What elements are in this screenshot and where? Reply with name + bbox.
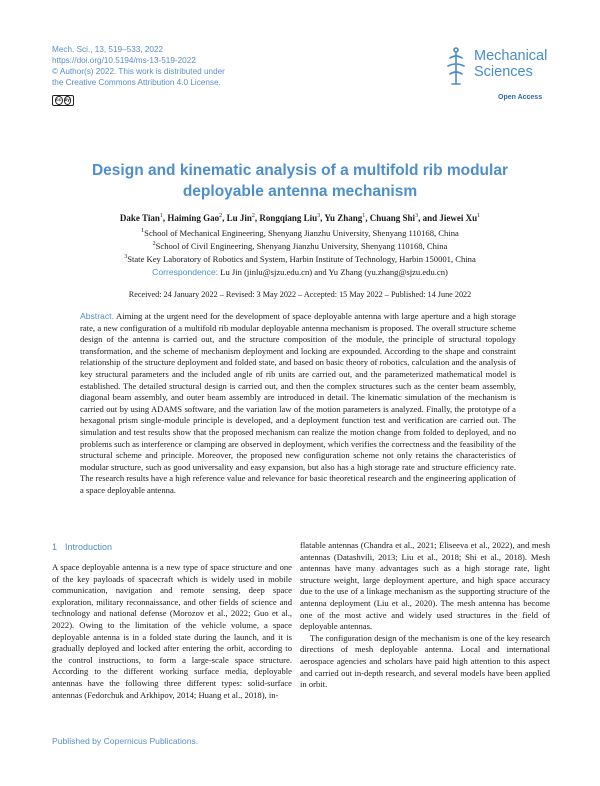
author: Yu Zhang$^1$, (324, 213, 370, 223)
license-link[interactable]: the Creative Commons Attribution 4.0 License. (52, 78, 221, 87)
body-column-right (300, 540, 550, 691)
author: Chuang Shi$^3$, and (369, 213, 440, 223)
section-heading (52, 542, 112, 552)
affiliation: $^3$State Key Laboratory of Robotics and System, Harbin Institute of Technology, Harbin 150001, China (124, 253, 476, 264)
cc-icon: cc (55, 96, 63, 105)
publisher-footer: Published by Copernicus Publications. (52, 736, 199, 746)
title-line-2: deployable antenna mechanism (182, 183, 418, 200)
publication-dates: Received: 24 January 2022 – Revised: 3 May 2022 – Accepted: 15 May 2022 – Published: 14 June 2022 (128, 290, 472, 299)
abstract-label: Abstract. (80, 311, 114, 321)
body-column-left (52, 562, 292, 701)
section-number: 1 (52, 542, 58, 552)
cc-by-badge-icon[interactable] (52, 95, 74, 106)
correspondence-label: Correspondence: (152, 267, 219, 277)
correspondence-emails[interactable]: Lu Jin (jinlu@sjzu.edu.cn) and Yu Zhang (yu.zhang@sjzu.edu.cn) (220, 267, 448, 277)
author-list (40, 210, 560, 224)
affiliation-list (40, 226, 560, 265)
copyright-line: © Author(s) 2022. This work is distributed under (52, 67, 225, 76)
section-title: Introduction (65, 542, 113, 552)
affiliation: $^2$School of Civil Engineering, Shenyang Jianzhu University, Shenyang 110168, China (152, 240, 448, 251)
affiliation: $^1$School of Mechanical Engineering, Shenyang Jianzhu University, Shenyang 110168, China (141, 227, 459, 238)
journal-name-line2: Sciences (474, 64, 533, 80)
author: Jiewei Xu$^1$ (439, 213, 481, 223)
author: Lu Jin$^2$, (226, 213, 260, 223)
journal-name (474, 48, 547, 80)
paragraph: A space deployable antenna is a new type of space structure and one of the key payloads of spacecraft which is widely used in mobile communication, navigation and remote sensing, deep space exploration, military reconnaissance, and other fields of science and technology and national defense (Morozov et al., 2022; Guo et al., 2022). Owing to the limitation of the vehicle volume, a space deployable antenna is in a folded state during the launch, and it is gradually deployed and locked after entering the orbit, according to the control instructions, to form a large-scale space structure. According to the different working surface media, deployable antennas have the following three different types: solid-surface antennas (Fedorchuk and Arkhipov, 2014; Huang et al., 2018), in- (52, 562, 292, 700)
author: Rongqiang Liu$^3$, (259, 213, 325, 223)
author: Haiming Gao$^2$, (167, 213, 227, 223)
paper-title (70, 160, 530, 202)
author: Dake Tian$^1$, (119, 213, 168, 223)
article-meta (52, 44, 225, 88)
correspondence (40, 267, 560, 277)
journal-name-line1: Mechanical (474, 48, 548, 64)
journal-citation: Mech. Sci., 13, 519–533, 2022 (52, 45, 164, 54)
open-access-label: Open Access (498, 94, 543, 101)
abstract-text: Aiming at the urgent need for the development of space deployable antenna with large aperture and a high storage rate, a new configuration of a multifold rib modular deployable antenna mechanism is proposed. The overall structure scheme design of the antenna is carried out, and the structure composition of the module, the principle of structural topology transformation, and the scheme of mechanism deployment and locking are expounded. According to the shape and constraint relationship of the structure deployment and folded state, and based on basic theory of robotics, calculation and the analysis of key structural parameters and the included angle of rib units are carried out, and the parameterized mathematical model is established. The detailed structural design is carried out, and then the complex structures such as the center beam assembly, diagonal beam assembly, and outer beam assembly are introduced in detail. The kinematic simulation of the mechanism is carried out by using ADAMS software, and the variation law of the motion parameters is analyzed. Finally, the prototype of a hexagonal prism single-module principle is developed, and a deployment function test and verification are carried out. The simulation and test results show that the proposed mechanism can realize the motion change from folded to deployed, and no problems such as interference or clamping are observed in deployment, which verifies the correctness and the feasibility of the structural scheme and principle. Moreover, the proposed new configuration scheme not only retains the characteristics of modular structure, such as good universality and easy expansion, but also has a high storage rate and structure efficiency rate. The research results have a high reference value and relevance for basic theoretical research and the engineering application of a space deployable antenna. (80, 311, 516, 495)
doi-link[interactable]: https://doi.org/10.5194/ms-13-519-2022 (52, 56, 196, 65)
abstract (80, 311, 516, 497)
paragraph: The configuration design of the mechanism is one of the key research directions of mesh deployable antenna. Local and international aerospace agencies and scholars have paid high attention to this aspect and carried out in-depth research, and several models have been applied in orbit. (300, 632, 550, 690)
by-icon: by (64, 96, 72, 105)
title-line-1: Design and kinematic analysis of a multifold rib modular (91, 162, 508, 179)
paragraph: flatable antennas (Chandra et al., 2021; Eliseeva et al., 2022), and mesh antennas (Datashvili, 2013; Liu et al., 2018; Shi et al., 2018). Mesh antennas have many advantages such as a high storage rate, light structure weight, large deployment aperture, and high space accuracy due to the use of a linkage mechanism as the supporting structure of the antenna deployment (Liu et al., 2020). The mesh antenna has become one of the most active and widely used structures in the field of deployable antennas. (300, 540, 550, 632)
